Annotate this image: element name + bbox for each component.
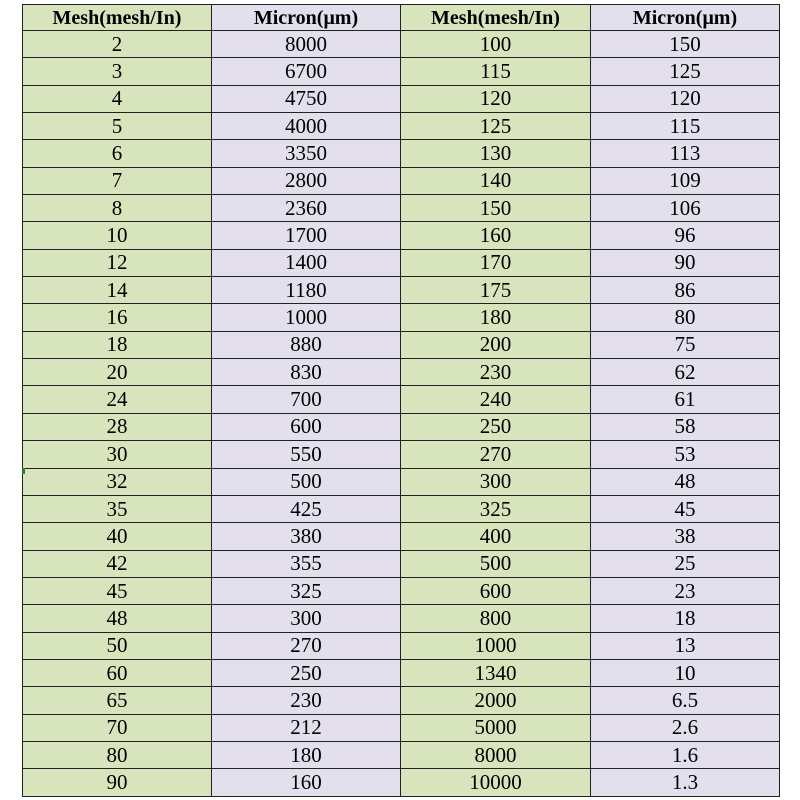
mesh-right-cell: 150 <box>401 195 591 222</box>
micron-left-cell: 212 <box>212 714 401 741</box>
table-row <box>23 659 780 686</box>
mesh-left-cell: 32 <box>23 468 212 495</box>
micron-left-cell: 1000 <box>212 304 401 331</box>
table-row <box>23 140 780 167</box>
mesh-right-cell: 160 <box>401 222 591 249</box>
micron-left-cell: 1400 <box>212 249 401 276</box>
micron-right-cell: 120 <box>591 85 780 112</box>
micron-right-cell: 61 <box>591 386 780 413</box>
mesh-left-cell: 60 <box>23 659 212 686</box>
cell-marker <box>22 468 25 474</box>
mesh-left-cell: 18 <box>23 331 212 358</box>
micron-left-cell: 550 <box>212 441 401 468</box>
mesh-right-cell: 180 <box>401 304 591 331</box>
table-row <box>23 441 780 468</box>
table-row <box>23 523 780 550</box>
table-row <box>23 222 780 249</box>
table-row <box>23 577 780 604</box>
micron-right-cell: 109 <box>591 167 780 194</box>
mesh-left-cell: 6 <box>23 140 212 167</box>
micron-left-cell: 230 <box>212 687 401 714</box>
table-row <box>23 769 780 797</box>
micron-left-cell: 355 <box>212 550 401 577</box>
micron-right-cell: 45 <box>591 495 780 522</box>
mesh-left-cell: 16 <box>23 304 212 331</box>
micron-left-cell: 830 <box>212 359 401 386</box>
table-row <box>23 714 780 741</box>
mesh-right-cell: 400 <box>401 523 591 550</box>
mesh-left-cell: 90 <box>23 769 212 797</box>
mesh-right-cell: 140 <box>401 167 591 194</box>
micron-left-cell: 4000 <box>212 113 401 140</box>
micron-right-cell: 6.5 <box>591 687 780 714</box>
micron-left-cell: 2360 <box>212 195 401 222</box>
mesh-right-cell: 115 <box>401 58 591 85</box>
mesh-right-cell: 120 <box>401 85 591 112</box>
mesh-left-cell: 12 <box>23 249 212 276</box>
mesh-right-cell: 800 <box>401 605 591 632</box>
mesh-right-cell: 1000 <box>401 632 591 659</box>
table-row <box>23 58 780 85</box>
micron-right-cell: 96 <box>591 222 780 249</box>
mesh-left-cell: 42 <box>23 550 212 577</box>
mesh-right-cell: 10000 <box>401 769 591 797</box>
mesh-right-cell: 230 <box>401 359 591 386</box>
micron-right-cell: 1.6 <box>591 741 780 768</box>
micron-left-cell: 180 <box>212 741 401 768</box>
micron-right-cell: 113 <box>591 140 780 167</box>
micron-left-cell: 270 <box>212 632 401 659</box>
micron-left-cell: 4750 <box>212 85 401 112</box>
mesh-left-cell: 2 <box>23 31 212 58</box>
micron-left-cell: 2800 <box>212 167 401 194</box>
mesh-right-cell: 300 <box>401 468 591 495</box>
micron-left-cell: 160 <box>212 769 401 797</box>
mesh-right-cell: 200 <box>401 331 591 358</box>
mesh-left-cell: 8 <box>23 195 212 222</box>
table-row <box>23 632 780 659</box>
micron-left-cell: 300 <box>212 605 401 632</box>
mesh-right-cell: 270 <box>401 441 591 468</box>
table-row <box>23 741 780 768</box>
mesh-left-cell: 65 <box>23 687 212 714</box>
table-row <box>23 468 780 495</box>
micron-right-cell: 1.3 <box>591 769 780 797</box>
mesh-left-cell: 40 <box>23 523 212 550</box>
mesh-right-cell: 100 <box>401 31 591 58</box>
mesh-left-cell: 5 <box>23 113 212 140</box>
table-row <box>23 277 780 304</box>
table-row <box>23 359 780 386</box>
mesh-left-cell: 30 <box>23 441 212 468</box>
micron-left-cell: 325 <box>212 577 401 604</box>
micron-left-cell: 6700 <box>212 58 401 85</box>
header-row <box>23 5 780 31</box>
mesh-left-cell: 45 <box>23 577 212 604</box>
mesh-left-cell: 4 <box>23 85 212 112</box>
mesh-right-cell: 325 <box>401 495 591 522</box>
micron-right-cell: 25 <box>591 550 780 577</box>
mesh-left-cell: 10 <box>23 222 212 249</box>
micron-right-cell: 115 <box>591 113 780 140</box>
micron-right-cell: 2.6 <box>591 714 780 741</box>
header-mesh-left: Mesh(mesh/In) <box>23 5 212 31</box>
mesh-left-cell: 20 <box>23 359 212 386</box>
mesh-right-cell: 2000 <box>401 687 591 714</box>
table-row <box>23 85 780 112</box>
micron-left-cell: 380 <box>212 523 401 550</box>
table-row <box>23 413 780 440</box>
mesh-left-cell: 35 <box>23 495 212 522</box>
table-row <box>23 195 780 222</box>
micron-left-cell: 600 <box>212 413 401 440</box>
micron-left-cell: 1700 <box>212 222 401 249</box>
mesh-right-cell: 8000 <box>401 741 591 768</box>
mesh-left-cell: 3 <box>23 58 212 85</box>
mesh-left-cell: 28 <box>23 413 212 440</box>
table-row <box>23 386 780 413</box>
micron-left-cell: 880 <box>212 331 401 358</box>
table-row <box>23 605 780 632</box>
table-row <box>23 550 780 577</box>
micron-left-cell: 8000 <box>212 31 401 58</box>
micron-right-cell: 58 <box>591 413 780 440</box>
mesh-left-cell: 80 <box>23 741 212 768</box>
micron-right-cell: 75 <box>591 331 780 358</box>
mesh-right-cell: 500 <box>401 550 591 577</box>
micron-right-cell: 80 <box>591 304 780 331</box>
mesh-micron-table <box>22 4 780 797</box>
header-micron-left: Micron(μm) <box>212 5 401 31</box>
micron-right-cell: 13 <box>591 632 780 659</box>
header-micron-right: Micron(μm) <box>591 5 780 31</box>
table-row <box>23 31 780 58</box>
micron-left-cell: 425 <box>212 495 401 522</box>
table-row <box>23 687 780 714</box>
mesh-right-cell: 250 <box>401 413 591 440</box>
micron-right-cell: 38 <box>591 523 780 550</box>
micron-right-cell: 62 <box>591 359 780 386</box>
mesh-left-cell: 70 <box>23 714 212 741</box>
mesh-right-cell: 240 <box>401 386 591 413</box>
micron-left-cell: 700 <box>212 386 401 413</box>
micron-right-cell: 48 <box>591 468 780 495</box>
mesh-right-cell: 175 <box>401 277 591 304</box>
table-row <box>23 113 780 140</box>
micron-left-cell: 1180 <box>212 277 401 304</box>
micron-left-cell: 500 <box>212 468 401 495</box>
header-mesh-right: Mesh(mesh/In) <box>401 5 591 31</box>
mesh-left-cell: 48 <box>23 605 212 632</box>
table-body <box>23 31 780 797</box>
micron-right-cell: 23 <box>591 577 780 604</box>
table-row <box>23 249 780 276</box>
micron-right-cell: 86 <box>591 277 780 304</box>
table-row <box>23 304 780 331</box>
micron-right-cell: 150 <box>591 31 780 58</box>
mesh-right-cell: 125 <box>401 113 591 140</box>
table-row <box>23 495 780 522</box>
table-row <box>23 167 780 194</box>
mesh-right-cell: 170 <box>401 249 591 276</box>
micron-right-cell: 18 <box>591 605 780 632</box>
mesh-left-cell: 24 <box>23 386 212 413</box>
mesh-left-cell: 14 <box>23 277 212 304</box>
table-row <box>23 331 780 358</box>
micron-right-cell: 90 <box>591 249 780 276</box>
mesh-right-cell: 1340 <box>401 659 591 686</box>
mesh-right-cell: 5000 <box>401 714 591 741</box>
mesh-left-cell: 7 <box>23 167 212 194</box>
micron-right-cell: 53 <box>591 441 780 468</box>
mesh-right-cell: 600 <box>401 577 591 604</box>
micron-left-cell: 250 <box>212 659 401 686</box>
mesh-left-cell: 50 <box>23 632 212 659</box>
micron-right-cell: 106 <box>591 195 780 222</box>
micron-left-cell: 3350 <box>212 140 401 167</box>
mesh-right-cell: 130 <box>401 140 591 167</box>
micron-right-cell: 10 <box>591 659 780 686</box>
micron-right-cell: 125 <box>591 58 780 85</box>
mesh-micron-table-container <box>22 4 779 797</box>
